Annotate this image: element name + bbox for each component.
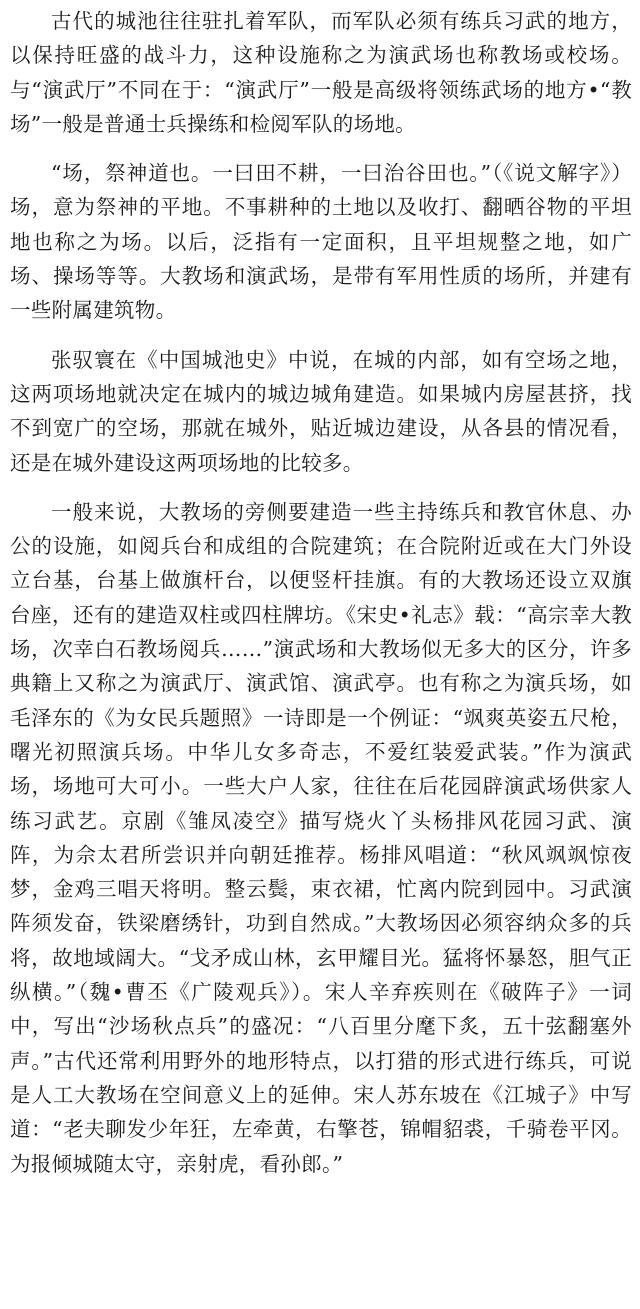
paragraph-1: 古代的城池往往驻扎着军队，而军队必须有练兵习武的地方，以保持旺盛的战斗力，这种设施称之为演武场也称教场或校场。与“演武厅”不同在于：“演武厅”一般是高级将领练武场的地方•“教场”一般是普通士兵操练和检阅军队的场地。: [10, 9, 632, 136]
paragraph-2: “场，祭神道也。一曰田不耕，一曰治谷田也。”（《说文解字》）场，意为祭神的平地。不事耕种的土地以及收打、翻晒谷物的平坦地也称之为场。以后，泛指有一定面积，且平坦规整之地，如广场、操场等等。大教场和演武场，是带有军用性质的场所，并建有一些附属建筑物。: [10, 161, 632, 323]
paragraph-3: 张驭寰在《中国城池史》中说，在城的内部，如有空场之地，这两项场地就决定在城内的城边城角建造。如果城内房屋甚挤，找不到宽广的空场，那就在城外，贴近城边建设，从各县的情况看，还是在城外建设这两项场地的比较多。: [10, 347, 632, 475]
paragraph-4: 一般来说，大教场的旁侧要建造一些主持练兵和教官休息、办公的设施，如阅兵台和成组的合院建筑；在合院附近或在大门外设立台基，台基上做旗杆台，以便竖杆挂旗。有的大教场还设立双旗台座，还有的建造双柱或四柱牌坊。《宋史•礼志》载：“高宗幸大教场，次幸白石教场阅兵……”演武场和大教场似无多大的区分，许多典籍上又称之为演武厅、演武馆、演武亭。也有称之为演兵场，如毛泽东的《为女民兵题照》一诗即是一个例证：“飒爽英姿五尺枪，曙光初照演兵场。中华儿女多奇志，不爱红装爱武装。”作为演武场，场地可大可小。一些大户人家，往往在后花园辟演武场供家人练习武艺。京剧《雏凤凌空》描写烧火丫头杨排风花园习武、演阵，为佘太君所尝识并向朝廷推荐。杨排风唱道：“秋风飒飒惊夜梦，金鸡三唱天将明。整云鬓，束衣裙，忙离内院到园中。习武演阵须发奋，铁梁磨绣针，功到自然成。”大教场因必须容纳众多的兵将，故地域阔大。“戈矛成山林，玄甲耀目光。猛将怀暴怒，胆气正纵横。”（魏•曹丕《广陵观兵》）。宋人辛弃疾则在《破阵子》一词中，写出“沙场秋点兵”的盛况：“八百里分麾下炙，五十弦翻塞外声。”古代还常利用野外的地形特点，以打猎的形式进行练兵，可说是人工大教场在空间意义上的延伸。宋人苏东坡在《江城子》中写道：“老夫聊发少年狂，左牵黄，右擎苍，锦帽貂裘，千骑卷平冈。为报倾城随太守，亲射虎，看孙郎。”: [10, 499, 632, 1176]
